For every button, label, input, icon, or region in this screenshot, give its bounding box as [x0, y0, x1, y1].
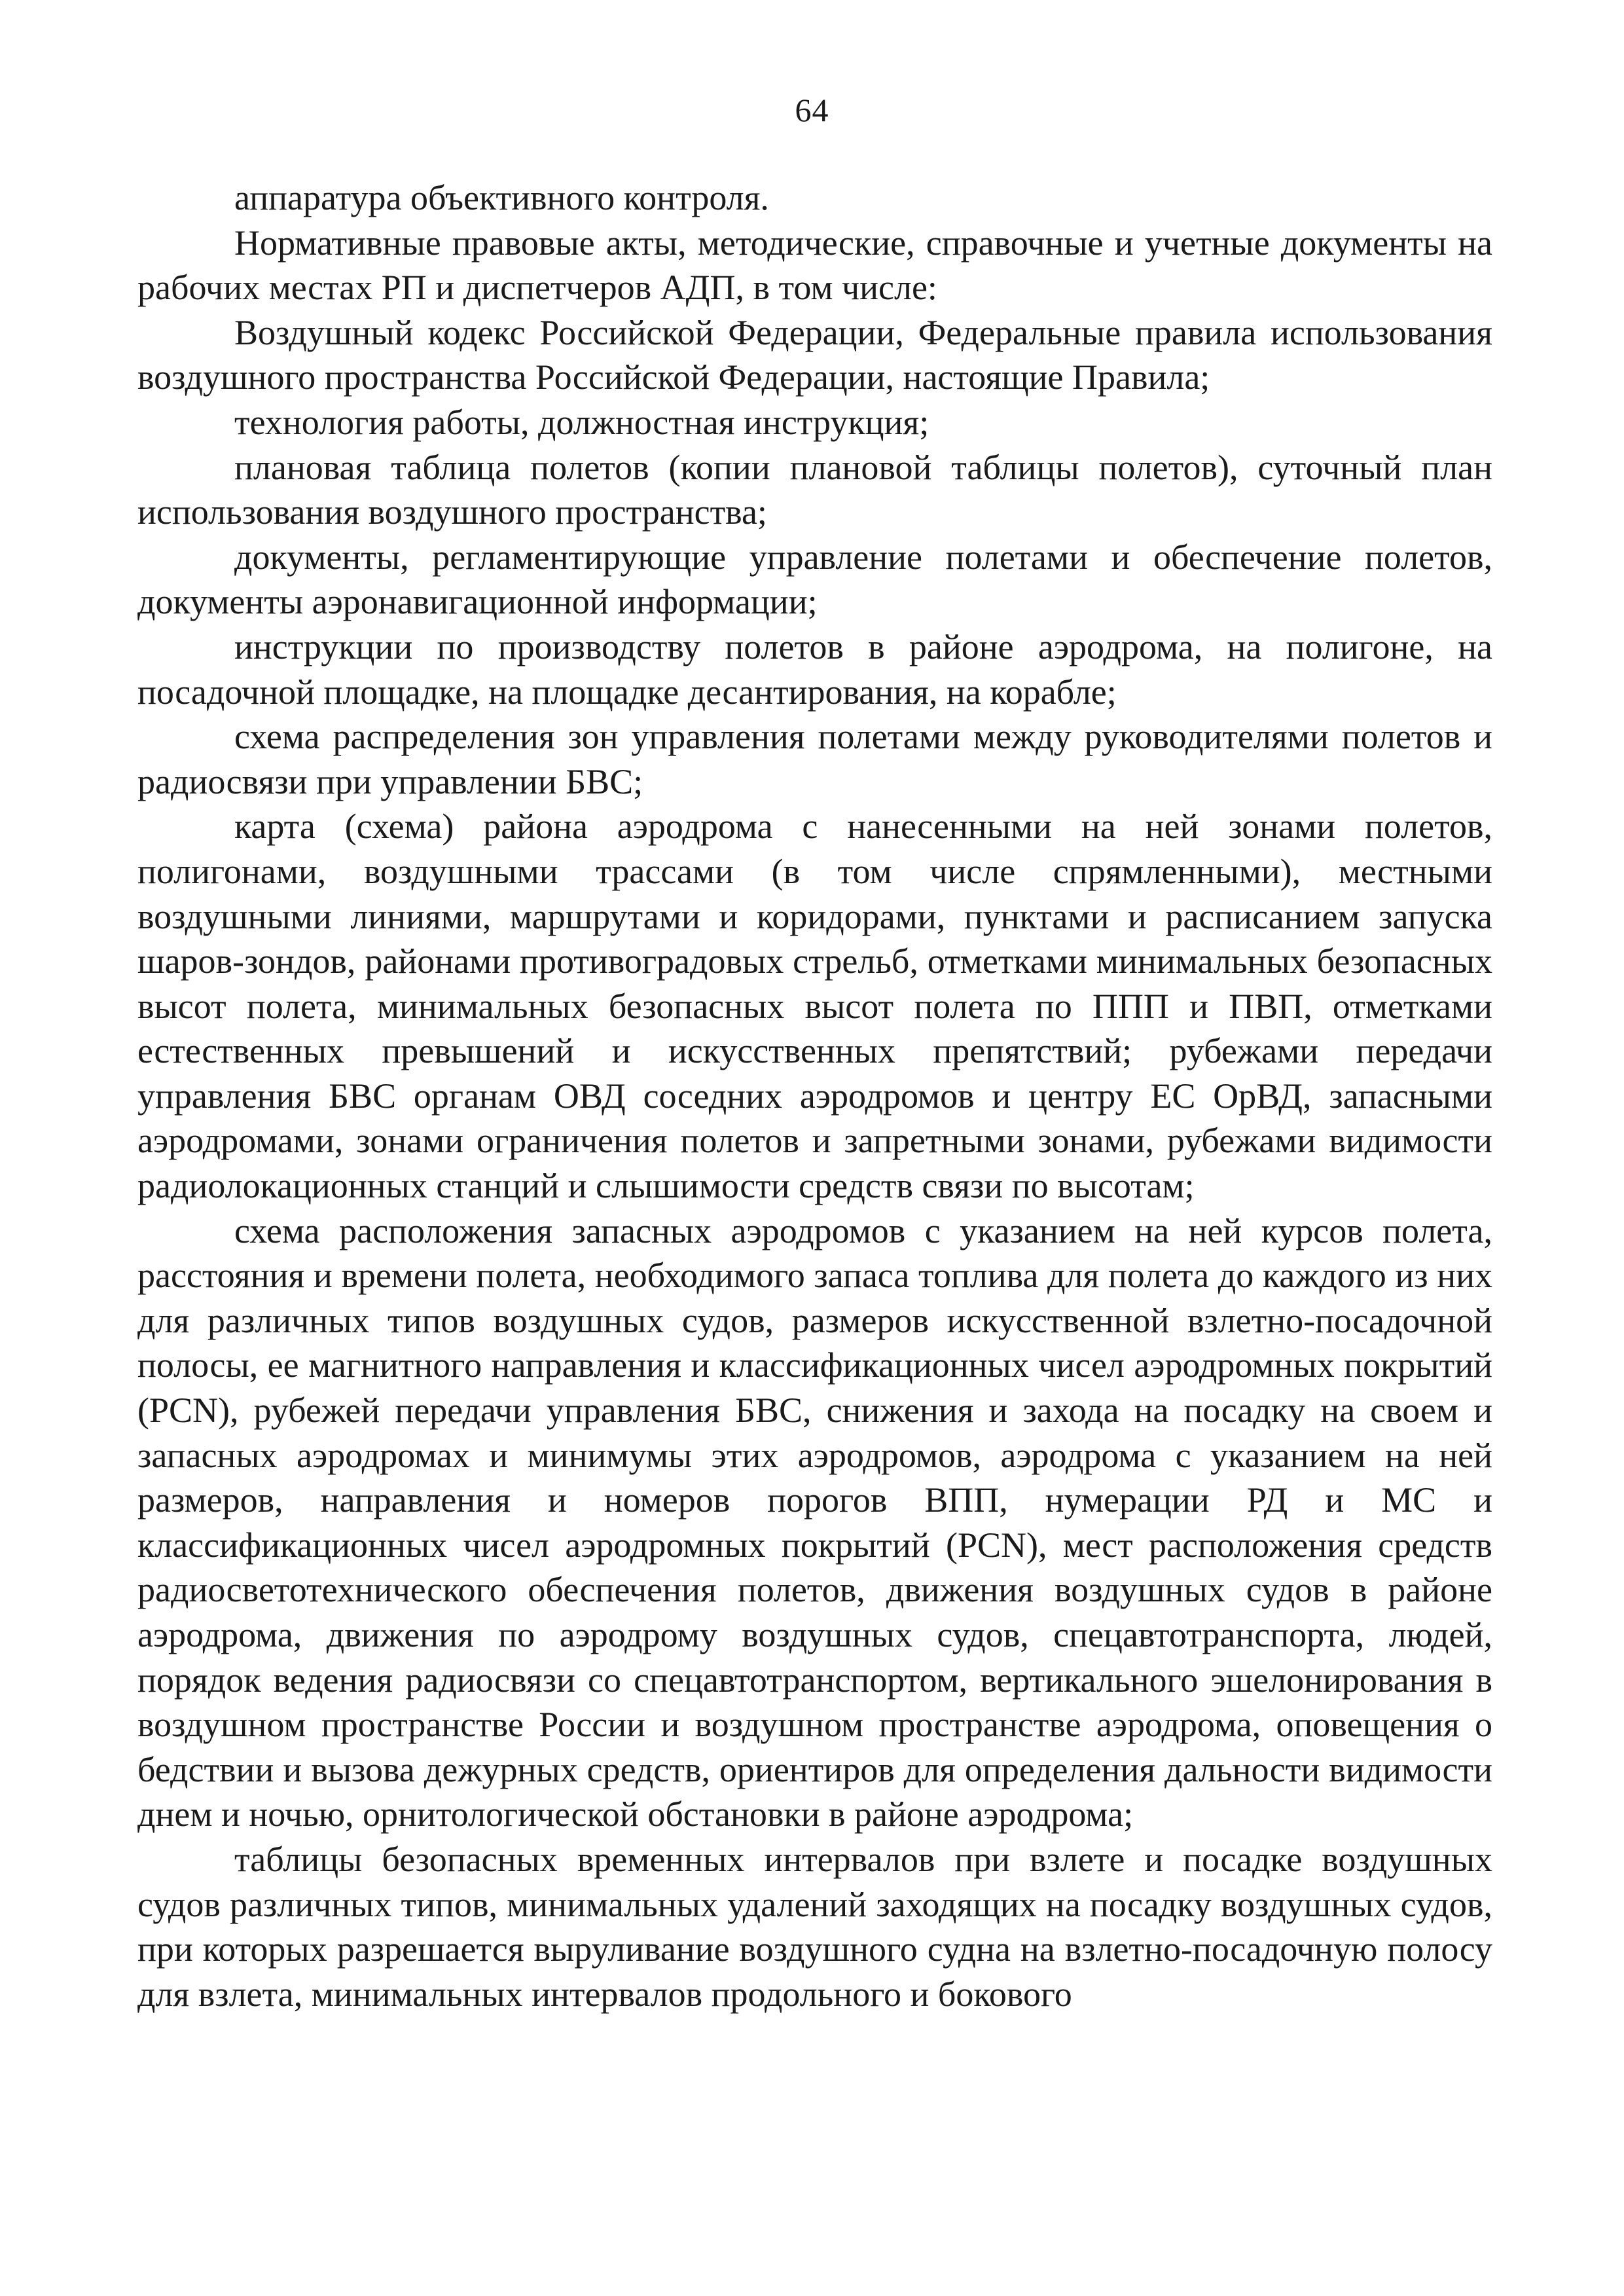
paragraph-8: схема распределения зон управления полетами между руководителями полетов и радиосвязи при управлении БВС;	[137, 717, 1492, 801]
paragraph-9: карта (схема) района аэродрома с нанесенными на ней зонами полетов, полигонами, воздушными трассами (в том числе спрямленными), местными воздушными линиями, маршрутами и коридорами, пунктами и расписанием запуска шаров-зондов, районами противоградовых стрельб, отметками минимальных безопасных высот полета, минимальных безопасных высот полета по ППП и ПВП, отметками естественных превышений и искусственных препятствий; рубежами передачи управления БВС органам ОВД соседних аэродромов и центру ЕС ОрВД, запасными аэродромами, зонами ограничения полетов и запретными зонами, рубежами видимости радиолокационных станций и слышимости средств связи по высотам;	[137, 807, 1492, 1206]
paragraph-10: схема расположения запасных аэродромов с указанием на ней курсов полета, расстояния и времени полета, необходимого запаса топлива для полета до каждого из них для различных типов воздушных судов, размеров искусственной взлетно-посадочной полосы, ее магнитного направления и классификационных чисел аэродромных покрытий (PCN), рубежей передачи управления БВС, снижения и захода на посадку на своем и запасных аэродромах и минимумы этих аэродромов, аэродрома с указанием на ней размеров, направления и номеров порогов ВПП, нумерации РД и МС и классификационных чисел аэродромных покрытий (PCN), мест расположения средств радиосветотехнического обеспечения полетов, движения воздушных судов в районе аэродрома, движения по аэродрому воздушных судов, спецавтотранспорта, людей, порядок ведения радиосвязи со спецавтотранспортом, вертикального эшелонирования в воздушном пространстве России и воздушном пространстве аэродрома, оповещения о бедствии и вызова дежурных средств, ориентиров для определения дальности видимости днем и ночью, орнитологической обстановки в районе аэродрома;	[137, 1211, 1492, 1834]
paragraph-7: инструкции по производству полетов в районе аэродрома, на полигоне, на посадочной площадке, на площадке десантирования, на корабле;	[137, 627, 1492, 712]
paragraph-6: документы, регламентирующие управление полетами и обеспечение полетов, документы аэронавигационной информации;	[137, 537, 1492, 622]
paragraph-3: Воздушный кодекс Российской Федерации, Федеральные правила использования воздушного пространства Российской Федерации, настоящие Правила;	[137, 312, 1492, 397]
body-text	[137, 175, 1492, 2016]
paragraph-5: плановая таблица полетов (копии плановой таблицы полетов), суточный план использования воздушного пространства;	[137, 447, 1492, 532]
paragraph-2: Нормативные правовые акты, методические, справочные и учетные документы на рабочих местах РП и диспетчеров АДП, в том числе:	[137, 223, 1492, 308]
paragraph-4: технология работы, должностная инструкция;	[234, 402, 929, 442]
paragraph-1: аппаратура объективного контроля.	[234, 178, 769, 217]
paragraph-11: таблицы безопасных временных интервалов при взлете и посадке воздушных судов различных типов, минимальных удалений заходящих на посадку воздушных судов, при которых разрешается выруливание воздушного судна на взлетно-посадочную полосу для взлета, минимальных интервалов продольного и бокового	[137, 1839, 1492, 2014]
page-number: 64	[795, 92, 829, 128]
